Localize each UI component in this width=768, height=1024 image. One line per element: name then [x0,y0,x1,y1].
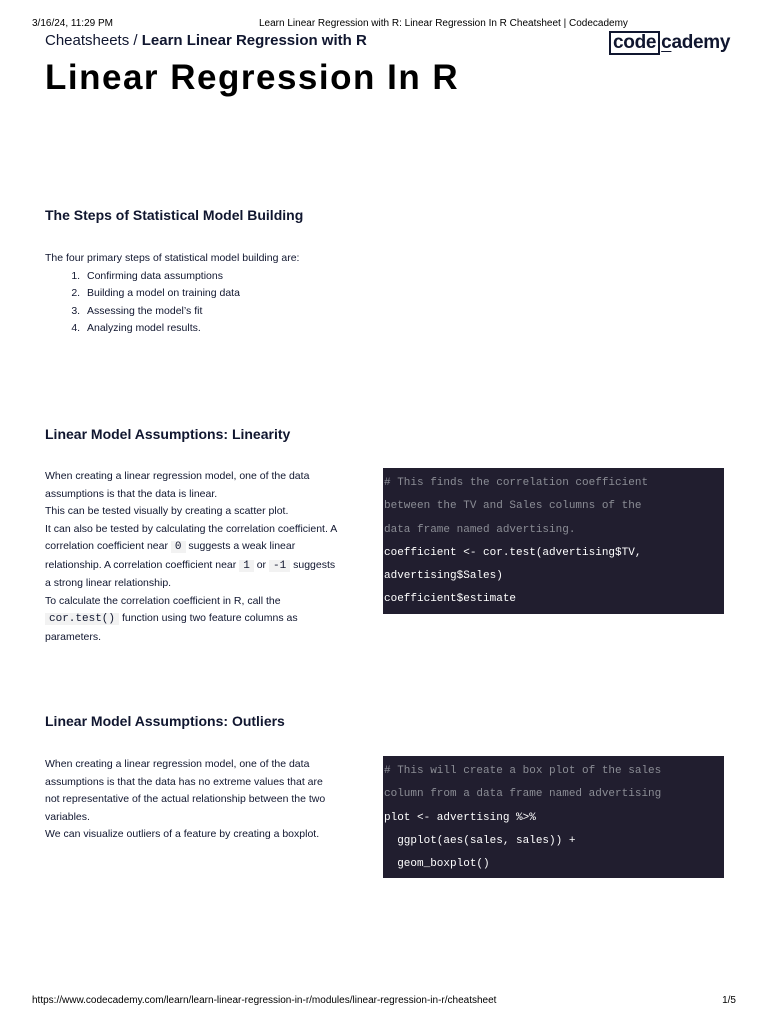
code-line: # This will create a box plot of the sales [384,765,662,777]
linearity-p2: This can be tested visually by creating a scatter plot. [45,505,289,517]
code-line: # This finds the correlation coefficient [384,477,649,489]
codecademy-logo[interactable] [609,31,730,55]
section-linearity-body [45,468,340,646]
breadcrumb-separator: / [129,32,142,49]
print-date: 3/16/24, 11:29 PM [32,18,113,29]
code-line: geom_boxplot() [384,858,490,871]
breadcrumb-parent-link[interactable]: Cheatsheets [45,32,130,49]
breadcrumb-current-link[interactable]: Learn Linear Regression with R [141,32,367,49]
print-footer [32,995,736,1006]
code-line: coefficient <- cor.test(advertising$TV, [384,546,642,559]
inline-code-cor-test: cor.test() [45,613,119,625]
section-model-building-body [45,250,365,338]
code-line: data frame named advertising. [384,523,576,536]
code-line: ggplot(aes(sales, sales)) + [384,834,576,847]
code-block-boxplot[interactable] [383,756,724,878]
code-block-correlation[interactable] [383,468,724,614]
breadcrumb [45,32,367,49]
logo-box: code [609,31,660,55]
outliers-p2: We can visualize outliers of a feature by creating a boxplot. [45,828,320,840]
page-url: https://www.codecademy.com/learn/learn-linear-regression-in-r/modules/linear-regression-in-r/cheatsheet [32,995,497,1006]
section-heading-linearity: Linear Model Assumptions: Linearity [45,426,291,442]
page-title: Linear Regression In R [45,58,460,97]
print-title: Learn Linear Regression with R: Linear Regression In R Cheatsheet | Codecademy [259,18,628,29]
list-item: 3. Assessing the model’s fit [83,303,365,321]
logo-rest: cademy [661,32,731,53]
list-item: 1. Confirming data assumptions [83,268,365,286]
list-item: 4. Analyzing model results. [83,320,365,338]
code-line: advertising$Sales) [384,570,503,583]
linearity-p3: It can also be tested by calculating the correlation coefficient. A correlation coefficient near 0 suggests a weak linear relationship. A correlation coefficient near 1 or -1 suggests a strong linear relationship. [45,522,337,589]
outliers-p1: When creating a linear regression model, one of the data assumptions is that the data has no extreme values that are not representative of the actual relationship between the two variables. [45,758,326,823]
code-line: coefficient$estimate [384,593,517,606]
inline-code-minus-1: -1 [269,560,290,572]
page-number: 1/5 [722,995,736,1006]
section-heading-model-building: The Steps of Statistical Model Building [45,207,304,223]
intro-text: The four primary steps of statistical model building are: [45,252,300,264]
inline-code-1: 1 [239,560,254,572]
inline-code-0: 0 [171,541,186,553]
section-heading-outliers: Linear Model Assumptions: Outliers [45,713,285,729]
linearity-p1: When creating a linear regression model, one of the data assumptions is that the data is linear. [45,470,310,500]
code-line: between the TV and Sales columns of the [384,500,642,513]
code-line: plot <- advertising %>% [384,811,536,824]
steps-list [45,268,365,338]
linearity-p4: To calculate the correlation coefficient in R, call the cor.test() function using two feature columns as parameters. [45,594,298,643]
list-item: 2. Building a model on training data [83,285,365,303]
section-outliers-body [45,756,340,844]
code-line: column from a data frame named advertising [384,788,662,801]
